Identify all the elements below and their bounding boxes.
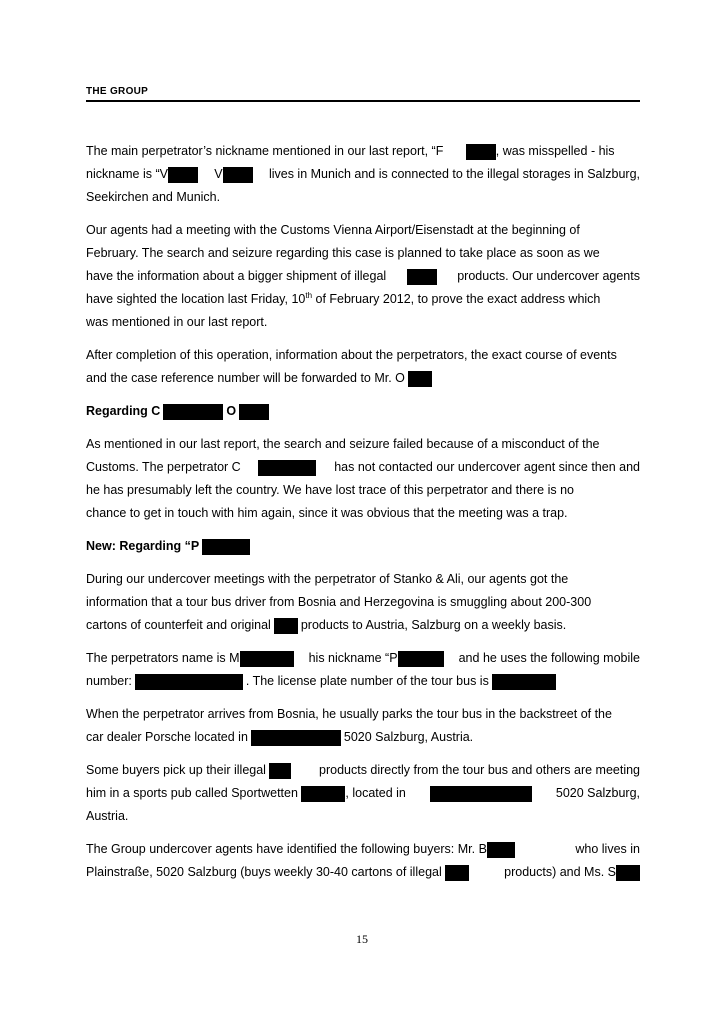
header-title: THE GROUP	[86, 86, 149, 97]
text-run	[430, 782, 532, 805]
text-run: lives in Munich and is connected to the illegal storages in Salzburg,	[268, 167, 640, 181]
text-line	[86, 265, 640, 288]
text-line	[86, 456, 640, 479]
text-line	[86, 614, 640, 637]
paragraph-tour-bus	[86, 568, 640, 637]
text-run: cartons of counterfeit and original	[86, 618, 271, 632]
superscript: th	[305, 290, 313, 300]
text-run: During our undercover meetings with the perpetrator of Stanko & Ali, our agents got the	[86, 572, 569, 586]
text-run: him in a sports pub called Sportwetten , located in	[86, 786, 406, 800]
text-line	[86, 805, 640, 828]
redaction	[445, 865, 469, 881]
text-run: products to Austria, Salzburg on a weekly basis.	[300, 618, 567, 632]
redaction	[398, 651, 444, 667]
header-rule	[86, 100, 640, 102]
text-run: The main perpetrator’s nickname mentioned in our last report, “F	[86, 144, 444, 158]
text-line	[86, 703, 640, 726]
text-line	[86, 311, 640, 334]
redaction	[487, 842, 515, 858]
text-run: chance to get in touch with him again, since it was obvious that the meeting was a trap.	[86, 506, 568, 520]
redaction	[135, 674, 243, 690]
text-line	[86, 670, 640, 693]
text-run: Austria.	[86, 809, 129, 823]
text-line	[86, 591, 640, 614]
text-run: The perpetrators name is M	[86, 647, 294, 670]
text-run: information that a tour bus driver from Bosnia and Herzegovina is smuggling about 200-300	[86, 595, 592, 609]
redaction	[240, 651, 294, 667]
text-run: products) and Ms. S	[504, 861, 640, 884]
text-line	[86, 344, 640, 367]
heading-new-regarding-p	[86, 535, 640, 558]
text-run: Regarding C	[86, 404, 161, 418]
page-number: 15	[356, 932, 368, 946]
redaction	[466, 140, 615, 163]
text-run: number:	[86, 674, 132, 688]
text-line	[86, 242, 640, 265]
redaction	[269, 763, 291, 779]
redaction	[274, 618, 298, 634]
paragraph-perpetrator-name	[86, 647, 640, 693]
text-run: After completion of this operation, information about the perpetrators, the exact course of events	[86, 348, 617, 362]
redaction	[163, 404, 223, 420]
text-run: his nickname “P	[309, 647, 444, 670]
text-line	[86, 647, 640, 670]
text-run: Customs. The perpetrator C	[86, 460, 241, 474]
text-run: Some buyers pick up their illegal	[86, 759, 291, 782]
text-run: was mentioned in our last report.	[86, 315, 268, 329]
redaction	[239, 404, 269, 420]
paragraph-search-failed	[86, 433, 640, 525]
text-run: As mentioned in our last report, the search and seizure failed because of a misconduct of the	[86, 437, 600, 451]
document-body	[86, 140, 640, 894]
text-run: O	[226, 404, 237, 418]
text-run: Seekirchen and Munich.	[86, 190, 221, 204]
text-run: have sighted the location last Friday, 10th of February 2012, to prove the exact address which	[86, 290, 601, 306]
text-line	[86, 568, 640, 591]
page-header	[86, 86, 640, 102]
paragraph-identified-buyers	[86, 838, 640, 884]
paragraph-completion	[86, 344, 640, 390]
text-line	[86, 782, 640, 805]
text-run: and the case reference number will be forwarded to Mr. O	[86, 371, 405, 385]
text-run: The Group undercover agents have identified the following buyers: Mr. B	[86, 838, 515, 861]
paragraph-parking	[86, 703, 640, 749]
redaction	[168, 167, 198, 183]
text-run: car dealer Porsche located in	[86, 730, 248, 744]
text-run: nickname is “V	[86, 163, 198, 186]
text-line	[86, 367, 640, 390]
text-run: February. The search and seizure regarding this case is planned to take place as soon as we	[86, 246, 600, 260]
text-run: who lives in	[575, 842, 640, 856]
text-run: New: Regarding “P	[86, 539, 200, 553]
text-run: products directly from the tour bus and others are meeting	[319, 763, 640, 777]
text-run: has not contacted our undercover agent since then and	[334, 460, 640, 474]
paragraph-nickname	[86, 140, 640, 209]
redaction	[407, 269, 437, 285]
section-heading	[86, 535, 640, 558]
section-heading	[86, 400, 640, 423]
text-run: he has presumably left the country. We have lost trace of this perpetrator and there is no	[86, 483, 574, 497]
text-line	[86, 433, 640, 456]
redaction	[202, 539, 250, 555]
text-line	[86, 140, 640, 163]
redaction	[223, 167, 253, 183]
text-run: Plainstraße, 5020 Salzburg (buys weekly 30-40 cartons of illegal	[86, 861, 469, 884]
text-run: , was misspelled - his	[495, 144, 615, 158]
text-run: 5020 Salzburg,	[555, 786, 640, 800]
text-line	[86, 219, 640, 242]
redaction	[301, 786, 345, 802]
text-line	[86, 479, 640, 502]
text-run: have the information about a bigger shipment of illegal	[86, 269, 387, 283]
text-line	[86, 186, 640, 209]
text-run: products. Our undercover agents	[457, 269, 640, 283]
text-line	[86, 759, 640, 782]
paragraph-buyers-pickup	[86, 759, 640, 828]
text-run: Our agents had a meeting with the Customs Vienna Airport/Eisenstadt at the beginning of	[86, 223, 580, 237]
text-run: V	[214, 163, 252, 186]
text-line	[86, 288, 640, 311]
redaction	[251, 730, 341, 746]
heading-regarding-c	[86, 400, 640, 423]
text-run: and he uses the following mobile	[458, 651, 640, 665]
text-line	[86, 502, 640, 525]
redaction	[616, 865, 640, 881]
text-run: . The license plate number of the tour bus is	[245, 674, 489, 688]
redaction	[258, 460, 316, 476]
text-line	[86, 726, 640, 749]
text-line	[86, 838, 640, 861]
paragraph-customs-meeting	[86, 219, 640, 334]
text-run: When the perpetrator arrives from Bosnia, he usually parks the tour bus in the backstreet of the	[86, 707, 612, 721]
text-run: 5020 Salzburg, Austria.	[343, 730, 474, 744]
redaction	[492, 674, 556, 690]
redaction	[430, 786, 532, 802]
text-line	[86, 163, 640, 186]
redaction	[408, 371, 432, 387]
text-line	[86, 861, 640, 884]
